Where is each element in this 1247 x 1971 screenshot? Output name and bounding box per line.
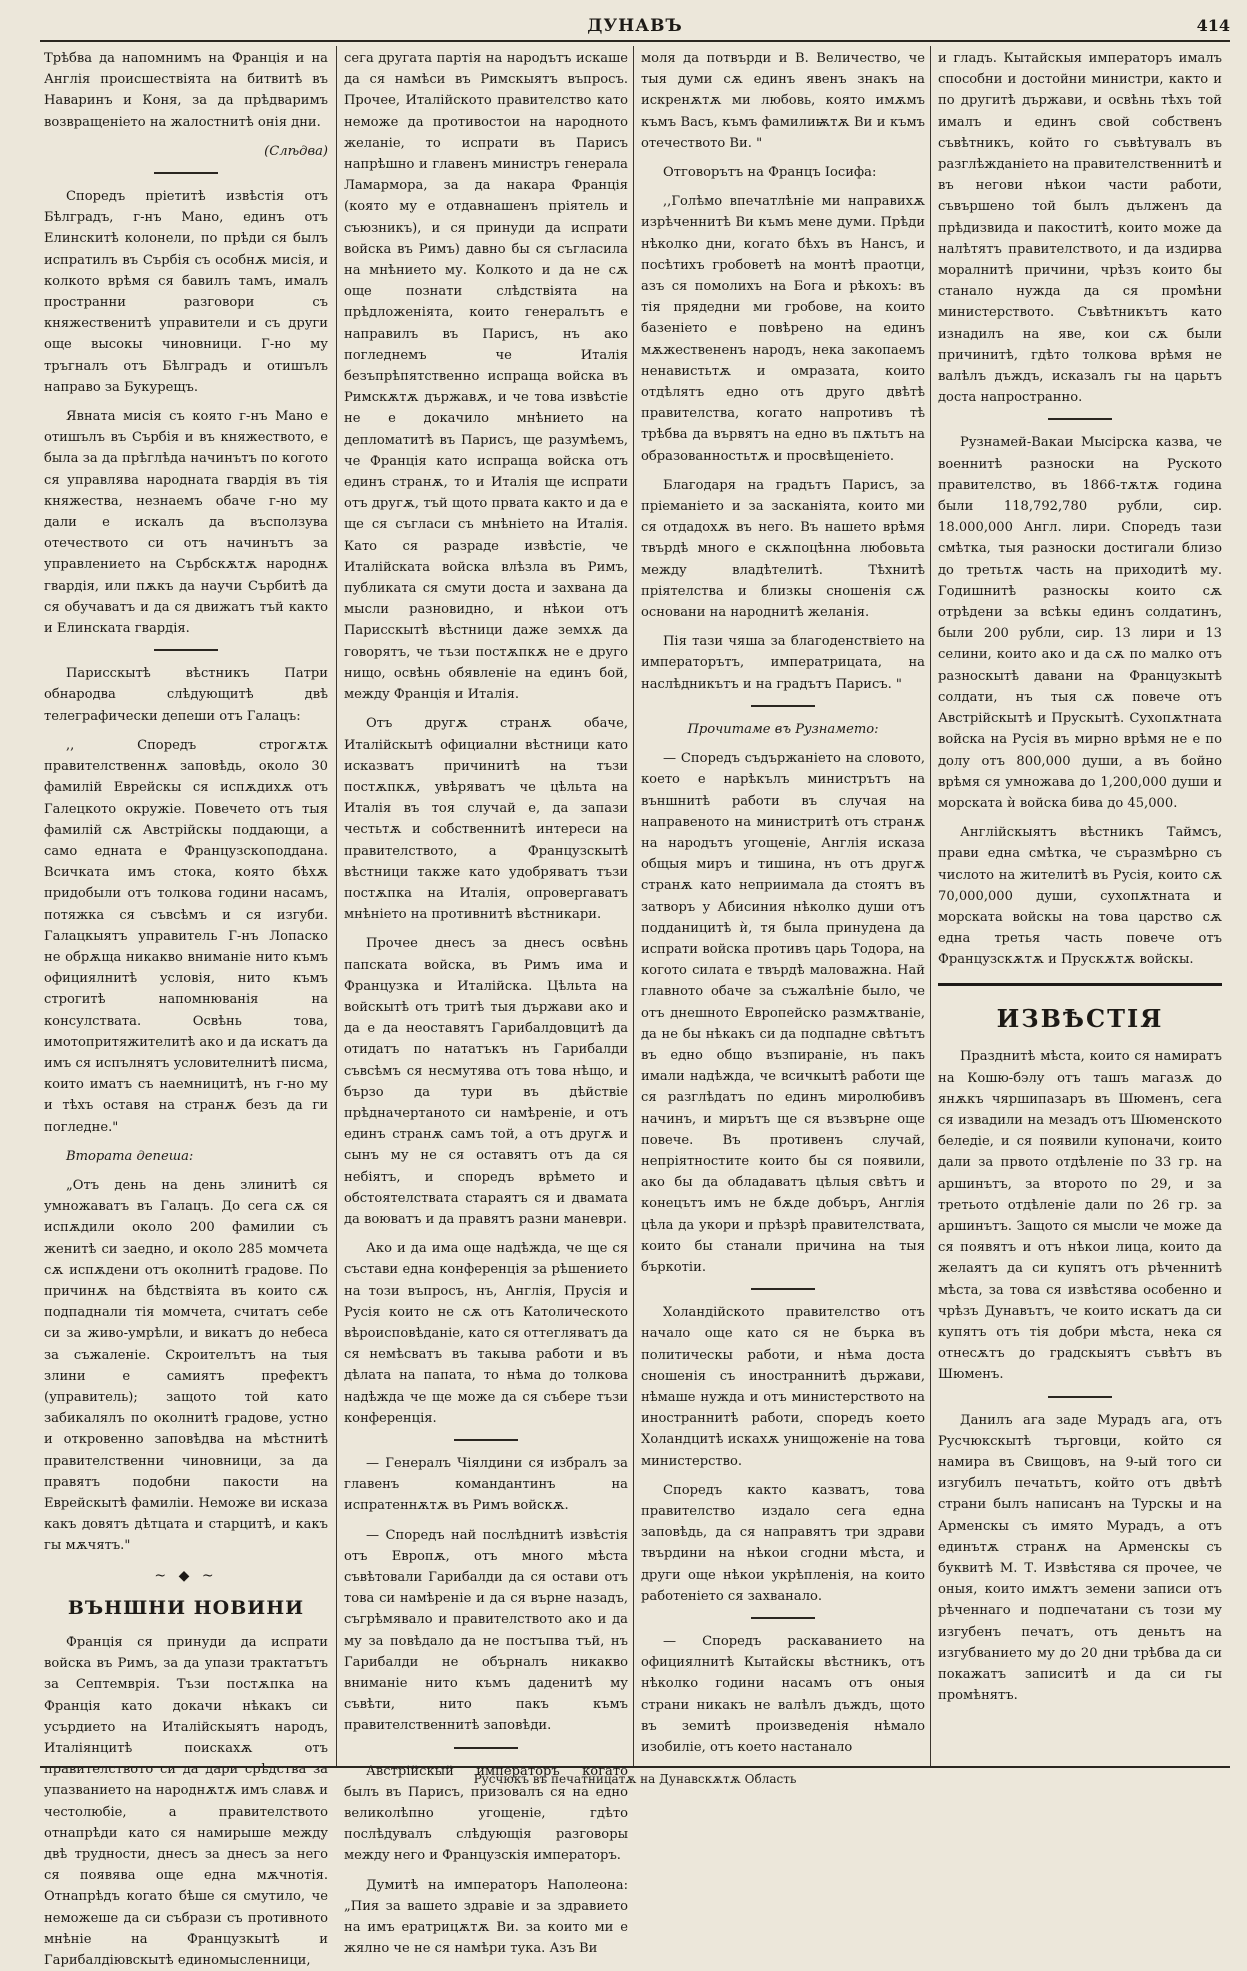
article-paragraph: Отговорътъ на Францъ Іосифа:: [663, 165, 877, 181]
article-paragraph: Благодаря на градътъ Парисъ, за пріеманіето и за засканіята, които ми ся отдадохѫ въ него. Въ нашето врѣмя твърдѣ много е скѫпоцѣнна любовьта между владѣтелитѣ. Тѣхнитѣ пріятелства и близкы сношенія сѫ основани на народнитѣ желанія.: [641, 477, 925, 621]
column-4: [938, 48, 1222, 1760]
masthead: [40, 14, 1230, 42]
article-paragraph: Споредъ както казватъ, това правителство издало сега една заповѣдь, да ся направятъ три здрави твърдини на нѣкои сгодни мѣста, и други още нѣкои укрѣпленія, на които работеніето ся захванало.: [641, 1482, 925, 1604]
column-divider: [336, 46, 337, 1766]
separator: [751, 705, 815, 707]
article-paragraph: — Генералъ Чіялдини ся избралъ за главенъ командантинъ на испратеннѫтѫ въ Римъ войскѫ.: [344, 1456, 628, 1514]
column-1: [44, 48, 328, 1969]
separator: [1048, 418, 1112, 420]
article-paragraph: Явната мисія съ която г-нъ Мано е отишълъ въ Сърбія и въ княжеството, е была за да прѣглѣда начинътъ по когото ся управлява народната гвардія въ тія княжества, незнаемъ обаче г-но му дали е искалъ да въсползува отечеството си отъ начинътъ за управлението на Сърбскѫтѫ народнѫ гвардія, или пѫкъ да научи Сърбитѣ да ся обучаватъ и да ся движатъ тъй както и Елинската гвардія.: [44, 409, 328, 637]
article-paragraph: Трѣбва да напомнимъ на Франція и на Англія происшествіята на битвитѣ въ Наваринъ и Коня, за да прѣдваримъ возвращеніето на жалостнитѣ онія дни.: [44, 51, 328, 130]
column-divider: [930, 46, 931, 1766]
article-paragraph: Споредъ пріетитѣ извѣстія отъ Бѣлградъ, г-нъ Мано, единъ отъ Елинскитѣ колонели, по прѣди ся былъ испратилъ въ Сърбія съ особнѫ мисія, и колкото врѣмя ся бавилъ тамъ, ималъ пространни разговори съ княжественитѣ управители и съ други още высокы чиновници. Г-но му тръгналъ отъ Бѣлградъ и отишълъ направо за Букурещъ.: [44, 189, 328, 395]
separator: [751, 1288, 815, 1290]
section-rule: [938, 983, 1222, 986]
separator: [154, 172, 218, 174]
article-paragraph: — Споредъ съдържаніето на словото, което е нарѣкълъ министрътъ на външнитѣ работи въ случая на направеното на министритѣ отъ странѫ на народътъ угощеніе, Англія исказа общыя миръ и тишина, нъ отъ другѫ странѫ като неприимала да стоятъ въ затворъ у Абисиния нѣколко души отъ подданицитѣ ѝ, тя была принудена да испрати войска противъ царь Тодора, на когото силата е твърдѣ маловажна. Най главното обаче за съжалѣніе было, че отъ днешното Европейско размѫтваніе, да не бы нѣкакъ си да подпадне свѣтътъ въ едно общо възпираніе, нъ пакъ имали надѣжда, че всичкытѣ работи ще ся разглѣдатъ по единъ миролюбивъ начинъ, и мирътъ ще ся възвърне още повече. Въ противенъ случай, непріятностите които бы ся появили, ако бы да обладаватъ цѣлыя свѣтъ и конецътъ имъ не бѫде добъръ, Англія цѣла да укори и прѣзрѣ правителствата, които бы станали причина на тыя бъркотіи.: [641, 751, 925, 1275]
article-paragraph: — Споредъ най послѣднитѣ извѣстія отъ Европѫ, отъ много мѣста съвѣтовали Гарибалди да ся остави отъ това си намѣреніе и да ся върне назадъ, съгрѣмявало и правителството ако и да му за повѣдало да не постъпва тъй, нъ Гарибалди не обърналъ никакво вниманіе нито къмъ даденитѣ му съвѣти, нито пакъ къмъ правителственнитѣ заповѣди.: [344, 1527, 628, 1734]
continued-note: (Слѣдва): [264, 143, 328, 159]
article-paragraph: ,,Голѣмо впечатлѣніе ми направихѫ изрѣченнитѣ Ви къмъ мене думи. Прѣди нѣколко дни, когато бѣхъ въ Нансъ, и посѣтихъ гробоветѣ на монтѣ праотци, азъ ся помолихъ на Бога и рѣкохъ: въ тія прядедни ми гробове, на които базеніето е повѣрено на единъ мѫжествененъ народъ, нека закопаемъ ненавистьтѫ и омразата, които отдѣлятъ едно отъ друго двѣтѣ правителства, когато напротивъ тѣ трѣбва да вървятъ на едно въ пѫтьтъ на образованностьтѫ и просвѣщеніето.: [641, 194, 925, 464]
separator: [1048, 1396, 1112, 1398]
article-paragraph: Англійскыятъ вѣстникъ Таймсъ, прави една смѣтка, че съразмѣрно съ числото на жителитѣ въ Русія, които сѫ 70,000,000 души, сухопѫтната и морската войскы на това царство сѫ една третья часть повече отъ Французскѫтѫ и Прускѫтѫ войскы.: [938, 825, 1222, 968]
newspaper-title: ДУНАВЪ: [587, 16, 683, 36]
article-paragraph: Отъ другѫ странѫ обаче, Италійскытѣ официални вѣстници като исказватъ причинитѣ на тъзи постѫпкѫ, увѣряватъ че цѣльта на Италія въ тоя случай е, да запази честьтѫ и собственнитѣ интереси на правителството, а Французскытѣ вѣстници также като удобряватъ тъзи постѫпка на Италія, опровергаватъ мнѣніето на противнитѣ вѣстникари.: [344, 716, 628, 923]
article-paragraph: и гладъ. Кытайскыя императоръ ималъ способни и достойни министри, както и по другитѣ държави, и освѣнь тѣхъ той ималъ и единъ свой собственъ съвѣтникъ, който го съвѣтувалъ въ разглѣжданіето на правителственнитѣ и въ негови нѣкои части работи, съвършено той былъ дълженъ да прѣдизвида и пакоститѣ, които може да налѣтятъ правителството, и да издирва моралнитѣ причини, чрѣзъ които бы станало нужда да ся промѣни министерството. Съвѣтникътъ като изнадилъ на яве, кои сѫ были причинитѣ, гдѣто толкова врѣмя не валѣлъ дъждъ, исказалъ гы на царьтъ доста напространно.: [938, 51, 1222, 406]
dispatch-label: Втората депеша:: [66, 1148, 194, 1164]
article-paragraph: Пія тази чяша за благоденствіето на императорътъ, императрицата, на наслѣдникътъ и на градътъ Парисъ. ": [641, 634, 925, 692]
ornament-divider: ~ ◆ ~: [154, 1567, 218, 1584]
section-heading: ВЪНШНИ НОВИНИ: [67, 1597, 305, 1620]
article-paragraph: Думитѣ на императоръ Наполеона: „Пия за вашето здравіе и за здравието на имъ ератрицѫтѫ Ви. за които ми е жялно че не ся намѣри тука. Азъ Ви: [344, 1877, 628, 1957]
announcement-paragraph: Празднитѣ мѣста, които ся намиратъ на Кошю-бэлу отъ ташъ магазѫ до янѫкъ чяршипазаръ въ Шюменъ, сега ся извадили на мезадъ отъ Шюменското беледіе, и ся появили купоначи, които дали за првото отдѣленіе по 33 гр. на аршинътъ, за второто по 29, и за третьото отдѣленіе дали по 26 гр. за аршинътъ. Защото ся мысли че може да ся появятъ и отъ нѣкои лица, които да желаятъ да си купятъ отъ рѣченнитѣ мѣста, за това ся извѣстява особенно и чрѣзъ Дунавътъ, че които искатъ да си купятъ отъ тія добри мѣста, нека ся отнесѫтъ до градскыятъ съвѣтъ въ Шюменъ.: [938, 1049, 1222, 1383]
article-paragraph: Холандійското правителство отъ начало още като ся не бърка въ политическы работи, и нѣма доста сношенія съ иностраннитѣ държави, нѣмаше нужда и отъ министерството на иностраннитѣ работи, споредъ което Холандцитѣ искахѫ унищоженіе на това министерство.: [641, 1305, 925, 1469]
section-heading-announcements: ИЗВѢСТІЯ: [996, 1003, 1164, 1033]
article-paragraph: — Споредъ раскаванието на официялнитѣ Кытайскы вѣстникъ, отъ нѣколко години насамъ отъ оныя страни никакъ не валѣлъ дъждъ, щото въ земитѣ произведенія нѣмало изобиліе, отъ което настанало: [641, 1634, 925, 1756]
article-paragraph: „Отъ день на день злинитѣ ся умножаватъ въ Галацъ. До сега сѫ ся испѫдили около 200 фамилии съ женитѣ си заедно, и около 285 момчета сѫ испѫдени отъ околнитѣ градове. По причинѫ на бѣдствіята въ които сѫ подпаднали тія момчета, считатъ себе си за живо-умрѣли, и викатъ до небеса за съжаленіе. Скроителътъ на тыя злини е самиятъ префектъ (управитель); защото той като забикалялъ по околнитѣ градове, устно и откровенно заповѣдва на мѣстнитѣ правителственни чиновници, за да правятъ подобни пакости на Еврейскытѣ фамиліи. Неможе ви исказа какъ довятъ дѣтцата и старцитѣ, и какъ гы мѫчятъ.": [44, 1177, 328, 1554]
article-paragraph: моля да потвърди и В. Величество, че тыя думи сѫ единъ явенъ знакъ на искренѫтѫ ми любовь, която имѫмъ къмъ Васъ, къмъ фамилиѭтѫ Ви и къмъ отечеството Ви. ": [641, 51, 925, 151]
separator: [751, 1617, 815, 1619]
announcement-paragraph: Данилъ ага заде Мурадъ ага, отъ Русчюкскытѣ търговци, който ся намира въ Свищовъ, на 9-ый того си изгубилъ печатьтъ, който отъ двѣтѣ страни былъ написанъ на Турскы и на Арменскы съ имято Мурадъ, а отъ единътѫ странѫ на Арменскы съ буквитѣ М. Т. Извѣстява ся прочее, че оныя, които имѫтъ земени записи отъ рѣченнаго и подпечатани съ този му изгубенъ печатъ, отъ деньтъ на изгубванието му до 20 дни трѣбва да си покажатъ записитѣ и да си гы промѣнятъ.: [938, 1412, 1222, 1704]
separator: [154, 649, 218, 651]
article-paragraph: Австрійскый императоръ когато былъ въ Парисъ, призовалъ ся на едно великолѣпно угощеніе, гдѣто послѣдувалъ слѣдующія разговоры между него и Французскія императоръ.: [344, 1763, 628, 1864]
page-number: 414: [1196, 16, 1230, 35]
column-2: [344, 48, 628, 1957]
source-label: Прочитаме въ Рузнамето:: [687, 721, 879, 737]
separator: [454, 1747, 518, 1749]
article-paragraph: Франція ся принуди да испрати войска въ Римъ, за да упази трактатътъ за Септемврія. Тъзи постѫпка на Франція като докачи нѣкакъ си усърдието на Италійскыятъ народъ, Италіянцитѣ поискахѫ отъ правителството си да дари срѣдства за упазванието на народнѫтѫ имъ славѫ и честолюбіе, а правителството отнапрѣди като ся намирыше между двѣ трудности, днесъ за днесъ за него ся появява още една мѫчнотія. Отнапрѣдъ когато бѣше ся смутило, че неможеше да си събрази съ противното мнѣніе на Французкытѣ и Гарибалдіювскытѣ единомысленници,: [44, 1635, 328, 1969]
article-paragraph: Рузнамей-Вакаи Мысірска казва, че военнитѣ разноски на Руското правителство, въ 1866-тѫтѫ година были 118,792,780 рубли, сир. 18.000,000 Англ. лири. Споредъ тази смѣтка, тыя разноски достигали близо до третьтѫ часть на приходитѣ му. Годишнитѣ разноскы които сѫ отрѣдени за всѣкы единъ солдатинъ, были 200 рубли, сир. 13 лири и 13 селини, които ако и да сѫ по малко отъ разноскытѣ давани на Французкытѣ солдати, нъ тыя сѫ повече отъ Австрійскытѣ и Прускытѣ. Сухопѫтната войска на Русія въ мирно врѣмя не е по долу отъ 800,000 души, а въ бойно врѣмя ся умножава до 1,200,000 души и морската ѝ войска бива до 45,000.: [938, 435, 1222, 811]
article-paragraph: ,, Споредъ строгѫтѫ правителственнѫ заповѣдь, около 30 фамилій Еврейскы ся испѫдихѫ отъ Галецкото окружіе. Повечето отъ тыя фамилій сѫ Австрійскы поддающи, а само едната е Французскоподдана. Всичката имъ стока, която бѣхѫ придобыли отъ толкова години насамъ, потяжка ся съвсѣмъ и ся изгуби. Галацкыятъ управитель Г-нъ Лопаско не обрѫща никакво вниманіе нито къмъ официялнитѣ условія, нито къмъ строгитѣ напомнюванія на консулствата. Освѣнь това, имотопритяжителитѣ ако и да искатъ да имъ ся испълнятъ условителнитѣ писма, които иматъ съ наемницитѣ, нъ г-но му и тѣхъ оставя на странѫ безъ да ги погледне.": [44, 737, 328, 1135]
column-divider: [633, 46, 634, 1766]
column-3: [641, 48, 925, 1760]
article-paragraph: Прочее днесъ за днесъ освѣнь папската войска, въ Римъ има и Французка и Италійска. Цѣльта на войскытѣ отъ тритѣ тыя държави ако и да е да неоставятъ Гарибалдовцитѣ да отидатъ по нататъкъ нъ Гарибалди съвсѣмъ ся несмутява отъ това нѣщо, и бързо да тури въ дѣйствіе прѣдначертаното си намѣреніе, и отъ единъ странѫ самъ той, а отъ другѫ и сынъ му не ся оставятъ отъ да ся небіятъ, и споредъ врѣмето и обстоятелствата стараятъ ся и двамата да воюватъ и да правятъ разни маневри.: [344, 936, 628, 1227]
article-paragraph: Ако и да има още надѣжда, че ще ся състави една конференція за рѣшението на този въпросъ, нъ, Англія, Прусія и Русія които не сѫ отъ Католическото вѣроисповѣданіе, като ся оттегляватъ да ся немѣсватъ въ такыва работи и въ дѣлата на папата, то нѣма до толкова надѣжда че ще може да ся събере тъзи конференція.: [344, 1241, 628, 1426]
separator: [454, 1439, 518, 1441]
article-paragraph: Парисскытѣ вѣстникъ Патри обнародва слѣдующитѣ двѣ телеграфически депеши отъ Галацъ:: [44, 666, 328, 724]
article-paragraph: сега другата партія на народътъ искаше да ся намѣси въ Римскыятъ въпросъ. Прочее, Италійското правителство като неможе да противостои на народното желаніе, то испрати въ Парисъ напрѣшно и главенъ министръ генерала Ламармора, за да накара Франція (която му е отдавнашенъ пріятель и съюзникъ), и ся принуди да испрати войска въ Римъ) давно бы ся съгласила на мнѣнието му. Колкото и да не сѫ още познати слѣдствіята на прѣдложеніята, които генералътъ е направилъ въ Парисъ, нъ ако погледнемъ че Италія безъпрѣпятственно испраща войска въ Римскѫтѫ държавѫ, и че това извѣстіе не е докачило мнѣнието на депломатитѣ въ Парисъ, ще разумѣемъ, че Франція като испраща войска отъ единъ странѫ, то и Италія ще испрати отъ другѫ, тъй щото првата както и да е ще ся съгласи съ мнѣніето на Италія. Като ся разраде извѣстіе, че Италійската войска влѣзла въ Римъ, публиката ся смути доста и захвана да мысли разновидно, и нѣкои отъ Парисскытѣ вѣстници даже земхѫ да говорятъ, че тъзи постѫпкѫ не е друго нищо, освѣнь обявленіе на единъ бой, между Франція и Италія.: [344, 51, 628, 703]
footer-imprint: Русчюкъ въ печатницатѫ на Дунавскѫтѫ Область: [40, 1766, 1230, 1794]
